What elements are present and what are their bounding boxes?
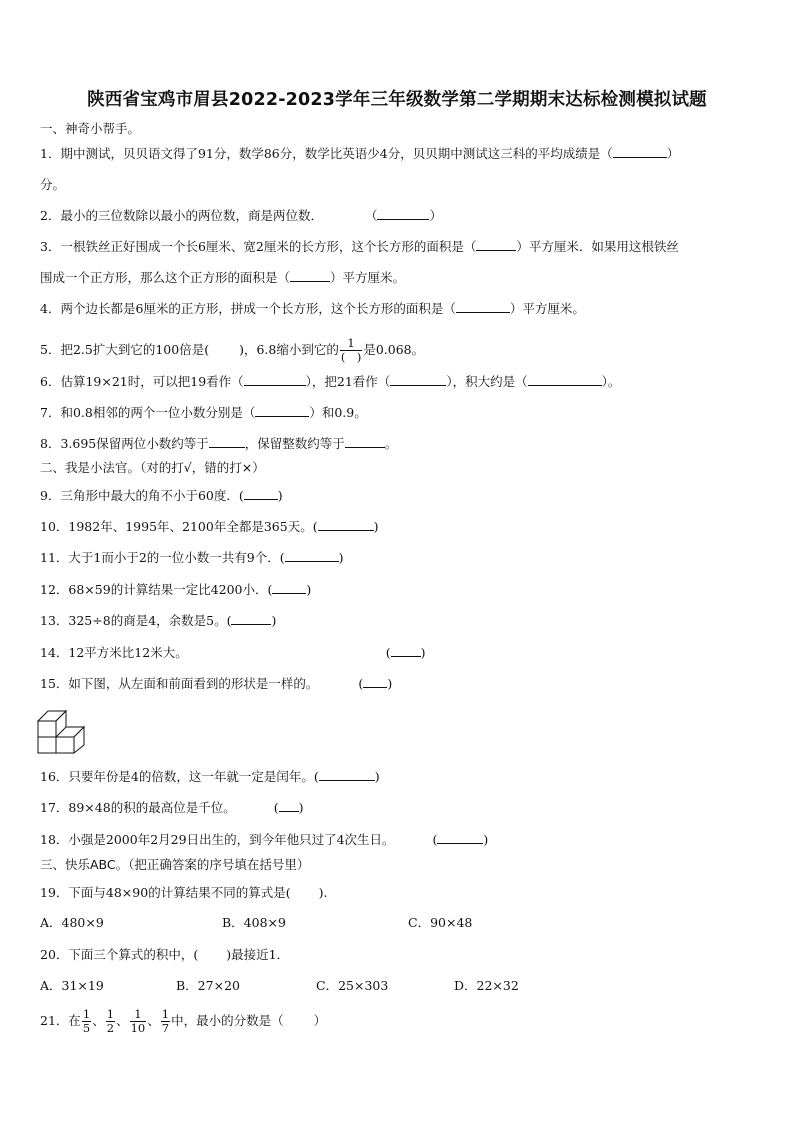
question-2: [40, 208, 764, 224]
q6-text-2: ），把21看作（: [305, 374, 391, 389]
q2-close: ）: [429, 208, 442, 223]
answer-blank[interactable]: [244, 488, 278, 500]
q16-close: ): [374, 769, 380, 784]
q4-text: 4．两个边长都是6厘米的正方形，拼成一个长方形，这个长方形的面积是（: [40, 301, 456, 316]
q13-close: ): [271, 613, 277, 628]
q3-text-2: ）平方厘米．如果用这根铁丝: [516, 239, 679, 254]
q6-text-3: ），积大约是（: [446, 374, 528, 389]
q9-text: 9．三角形中最大的角不小于60度．(: [40, 488, 244, 503]
fraction-denominator: 7: [161, 1021, 170, 1035]
answer-blank[interactable]: [456, 301, 510, 313]
q21-text: 21．在: [40, 1013, 81, 1028]
fraction-denominator: 5: [82, 1021, 91, 1035]
question-11: [40, 550, 764, 566]
answer-blank[interactable]: [209, 436, 245, 448]
q10-text: 10．1982年、1995年、2100年全都是365天。(: [40, 519, 318, 534]
section-heading-1: 一、神奇小帮手。: [40, 121, 141, 136]
q12-close: ): [306, 582, 312, 597]
question-1: [40, 146, 764, 162]
question-20: [40, 947, 764, 963]
option-b[interactable]: B．408×9: [222, 915, 286, 930]
answer-blank[interactable]: [231, 613, 271, 625]
q17-close: ): [298, 800, 304, 815]
q5-text-2: )，6.8缩小到它的: [239, 342, 339, 357]
question-10: [40, 519, 764, 535]
q15-text: 15．如下图，从左面和前面看到的形状是一样的。: [40, 676, 319, 691]
fraction-denominator[interactable]: ( ): [340, 350, 362, 364]
answer-blank[interactable]: [377, 208, 429, 220]
answer-blank[interactable]: [345, 436, 385, 448]
answer-blank[interactable]: [363, 676, 387, 688]
q11-close: ): [338, 550, 344, 565]
q6-text-4: ）。: [601, 374, 621, 389]
answer-blank[interactable]: [279, 800, 299, 812]
question-18: [40, 832, 764, 848]
question-19: [40, 885, 764, 901]
question-14: [40, 645, 764, 661]
answer-blank[interactable]: [318, 519, 374, 531]
q19-text: 19．下面与48×90的计算结果不同的算式是(: [40, 885, 291, 900]
question-15: [40, 676, 764, 692]
option-d[interactable]: D．22×32: [454, 978, 519, 993]
option-a[interactable]: A．480×9: [40, 915, 104, 930]
q14-close: ): [420, 645, 426, 660]
q17-text: 17．89×48的积的最高位是千位。: [40, 800, 236, 815]
q6-text: 6．估算19×21时，可以把19看作（: [40, 374, 244, 389]
q12-text: 12．68×59的计算结果一定比4200小．(: [40, 582, 273, 597]
answer-blank[interactable]: [290, 270, 330, 282]
q18-open: (: [432, 832, 438, 847]
q14-text: 14．12平方米比12米大。: [40, 645, 188, 660]
q11-text: 11．大于1而小于2的一位小数一共有9个．(: [40, 550, 285, 565]
q13-text: 13．325÷8的商是4，余数是5。(: [40, 613, 232, 628]
q9-close: ): [277, 488, 283, 503]
fraction-numerator: 1: [106, 1007, 115, 1021]
answer-blank[interactable]: [476, 239, 516, 251]
q8-text: 8．3.695保留两位小数约等于: [40, 436, 209, 451]
q3-text-4: ）平方厘米。: [330, 270, 406, 285]
separator: 、: [116, 1013, 129, 1028]
fraction-denominator: 2: [106, 1021, 115, 1035]
fraction: [161, 1008, 170, 1035]
section-heading-2: 二、我是小法官。（对的打√，错的打×）: [40, 460, 265, 475]
question-12: [40, 582, 764, 598]
q2-open: （: [364, 208, 378, 223]
answer-blank[interactable]: [391, 645, 421, 657]
q4-text-2: ）平方厘米。: [509, 301, 585, 316]
question-3-cont: [40, 270, 764, 286]
answer-blank[interactable]: [390, 374, 446, 386]
question-17: [40, 800, 764, 816]
q1-close: ）: [666, 146, 680, 161]
question-3: [40, 239, 764, 255]
fraction-numerator: 1: [161, 1007, 170, 1021]
q5-text: 5．把2.5扩大到它的100倍是(: [40, 342, 210, 357]
option-a[interactable]: A．31×19: [40, 978, 104, 993]
fraction: [340, 337, 362, 364]
q3-text-3: 围成一个正方形，那么这个正方形的面积是（: [40, 270, 291, 285]
option-c[interactable]: C．25×303: [316, 978, 389, 993]
question-4: [40, 301, 764, 317]
q19-close: ).: [318, 885, 328, 900]
q15-close: ): [387, 676, 393, 691]
q10-close: ): [373, 519, 379, 534]
question-21: [40, 1006, 764, 1036]
fraction-numerator: 1: [82, 1007, 91, 1021]
question-9: [40, 488, 764, 504]
page-title: 陕西省宝鸡市眉县2022-2023学年三年级数学第二学期期末达标检测模拟试题: [87, 90, 707, 110]
cube-stack-figure: [36, 703, 90, 755]
q7-text: 7．和0.8相邻的两个一位小数分别是（: [40, 405, 256, 420]
q21-text-2: 中，最小的分数是（: [171, 1013, 284, 1028]
fraction: [106, 1008, 115, 1035]
fraction-denominator: 10: [130, 1021, 146, 1035]
question-8: [40, 436, 764, 452]
question-6: [40, 374, 764, 390]
q15-open: (: [358, 676, 364, 691]
question-13: [40, 613, 764, 629]
fraction-numerator: 1: [134, 1007, 142, 1021]
option-b[interactable]: B．27×20: [176, 978, 240, 993]
q18-text: 18．小强是2000年2月29日出生的，到今年他只过了4次生日。: [40, 832, 395, 847]
answer-blank[interactable]: [437, 832, 483, 844]
option-c[interactable]: C．90×48: [408, 915, 473, 930]
fraction: [130, 1008, 147, 1035]
answer-blank[interactable]: [285, 550, 339, 562]
q1-text: 1．期中测试，贝贝语文得了91分，数学86分，数学比英语少4分，贝贝期中测试这三科的平均成绩是（: [40, 146, 613, 161]
separator: 、: [147, 1013, 160, 1028]
q20-text: 20．下面三个算式的积中，(: [40, 947, 199, 962]
fraction-numerator: 1: [347, 336, 355, 350]
q21-close: ）: [313, 1013, 327, 1028]
q14-open: (: [385, 645, 391, 660]
question-16: [40, 769, 764, 785]
q3-text: 3．一根铁丝正好围成一个长6厘米、宽2厘米的长方形，这个长方形的面积是（: [40, 239, 477, 254]
q7-text-2: ）和0.9。: [309, 405, 367, 420]
answer-blank[interactable]: [528, 374, 602, 386]
q8-text-2: ，保留整数约等于: [244, 436, 345, 451]
answer-blank[interactable]: [272, 582, 306, 594]
q5-text-3: 是0.068。: [363, 342, 425, 357]
q18-close: ): [483, 832, 489, 847]
fraction: [82, 1008, 91, 1035]
q17-open: (: [273, 800, 279, 815]
question-7: [40, 405, 764, 421]
q2-text: 2．最小的三位数除以最小的两位数，商是两位数．: [40, 208, 323, 223]
q20-text-2: )最接近1．: [226, 947, 290, 962]
answer-blank[interactable]: [255, 405, 309, 417]
separator: 、: [92, 1013, 105, 1028]
q16-text: 16．只要年份是4的倍数，这一年就一定是闰年。(: [40, 769, 319, 784]
question-5: [40, 337, 764, 364]
question-1-cont: 分。: [40, 177, 66, 192]
q8-text-3: 。: [384, 436, 398, 451]
answer-blank[interactable]: [319, 769, 375, 781]
section-heading-3: 三、快乐ABC。（把正确答案的序号填在括号里）: [40, 857, 310, 872]
answer-blank[interactable]: [244, 374, 306, 386]
answer-blank[interactable]: [613, 146, 667, 158]
